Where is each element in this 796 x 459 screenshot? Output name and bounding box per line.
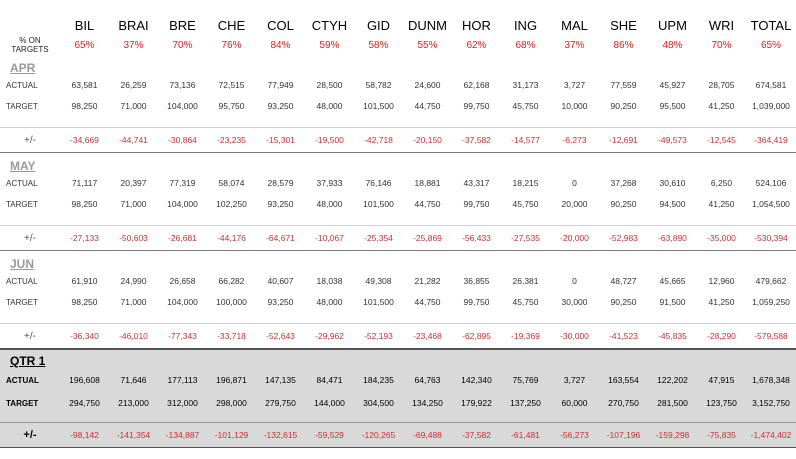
quarter-variance-bre: -134,887 bbox=[158, 423, 207, 448]
month-jun-variance-dunm: -23,468 bbox=[403, 324, 452, 350]
month-may-actual-total: 524,106 bbox=[755, 178, 787, 188]
month-jun-variance-col: -52,643 bbox=[256, 324, 305, 350]
month-may-variance-gid: -25,354 bbox=[354, 226, 403, 251]
month-may-actual-col: 28,579 bbox=[267, 178, 294, 188]
month-may-target-mal: 20,000 bbox=[561, 199, 588, 209]
month-jun-variance-upm: -45,835 bbox=[648, 324, 697, 350]
month-apr-actual-ctyh: 28,500 bbox=[316, 80, 343, 90]
target-label: TARGET bbox=[6, 297, 38, 307]
quarter-spacer bbox=[0, 414, 796, 423]
month-apr-spacer bbox=[0, 117, 796, 128]
month-may-target-brai: 71,000 bbox=[120, 199, 147, 209]
month-may-variance-ctyh: -10,067 bbox=[305, 226, 354, 251]
percent-dunm: 55% bbox=[417, 39, 438, 51]
variance-label: +/- bbox=[0, 423, 60, 448]
column-header-ing: ING bbox=[513, 18, 538, 33]
column-header-che: CHE bbox=[217, 18, 246, 33]
month-apr-target-total: 1,039,000 bbox=[752, 101, 790, 111]
quarter-target-bil: 294,750 bbox=[60, 392, 109, 414]
column-header-ctyh: CTYH bbox=[311, 18, 348, 33]
quarter-title: QTR 1 bbox=[0, 349, 796, 368]
month-jun-variance-bil: -36,340 bbox=[60, 324, 109, 350]
month-jun-variance-wri: -28,290 bbox=[697, 324, 746, 350]
month-may-actual-hor: 43,317 bbox=[463, 178, 490, 188]
month-may-target-hor: 99,750 bbox=[463, 199, 490, 209]
month-may-variance-bre: -26,681 bbox=[158, 226, 207, 251]
month-apr-variance-che: -23,235 bbox=[207, 128, 256, 153]
month-jun-actual-upm: 45,665 bbox=[659, 276, 686, 286]
month-may-variance-brai: -50,603 bbox=[109, 226, 158, 251]
quarter-target-che: 298,000 bbox=[207, 392, 256, 414]
month-may-variance-bil: -27,133 bbox=[60, 226, 109, 251]
variance-label: +/- bbox=[0, 128, 60, 153]
month-apr-title-row bbox=[0, 59, 796, 75]
month-may-variance-ing: -27,535 bbox=[501, 226, 550, 251]
quarter-variance-che: -101,129 bbox=[207, 423, 256, 448]
month-jun-actual-che: 66,282 bbox=[218, 276, 245, 286]
quarter-actual-mal: 3,727 bbox=[550, 368, 599, 392]
month-apr-variance-mal: -6,273 bbox=[550, 128, 599, 153]
quarter-variance-total: -1,474,402 bbox=[746, 423, 796, 448]
month-apr-actual-mal: 3,727 bbox=[563, 80, 586, 90]
column-header-she: SHE bbox=[610, 18, 637, 33]
month-may-target-she: 90,250 bbox=[610, 199, 637, 209]
month-may-variance-upm: -63,890 bbox=[648, 226, 697, 251]
month-jun-actual-ing: 26,381 bbox=[512, 276, 539, 286]
month-apr-actual-ing: 31,173 bbox=[512, 80, 539, 90]
month-apr-actual-row bbox=[0, 75, 796, 95]
spacer-cell bbox=[0, 215, 796, 226]
month-may-variance-che: -44,176 bbox=[207, 226, 256, 251]
month-apr-target-dunm: 44,750 bbox=[414, 101, 441, 111]
quarter-variance-she: -107,196 bbox=[599, 423, 648, 448]
month-jun-actual-bil: 61,910 bbox=[71, 276, 98, 286]
month-may-variance-mal: -20,000 bbox=[550, 226, 599, 251]
month-jun-target-upm: 91,500 bbox=[659, 297, 686, 307]
column-header-dunm: DUNM bbox=[408, 18, 447, 33]
target-label: TARGET bbox=[0, 392, 60, 414]
month-jun-actual-row bbox=[0, 271, 796, 291]
month-jun-target-mal: 30,000 bbox=[561, 297, 588, 307]
month-apr-variance-ctyh: -19,500 bbox=[305, 128, 354, 153]
quarter-actual-upm: 122,202 bbox=[648, 368, 697, 392]
month-may-actual-bre: 77,319 bbox=[169, 178, 196, 188]
month-may-target-bil: 98,250 bbox=[71, 199, 98, 209]
month-may-actual-ctyh: 37,933 bbox=[316, 178, 343, 188]
month-jun-target-ing: 45,750 bbox=[512, 297, 539, 307]
percent-brai: 37% bbox=[123, 39, 144, 51]
month-jun-target-wri: 41,250 bbox=[708, 297, 735, 307]
month-may-target-row bbox=[0, 193, 796, 215]
month-apr-actual-col: 77,949 bbox=[267, 80, 294, 90]
percent-on-target-label: % ON TARGETS bbox=[11, 36, 49, 54]
month-apr-actual-bre: 73,136 bbox=[169, 80, 196, 90]
month-jun-target-dunm: 44,750 bbox=[414, 297, 441, 307]
quarter-actual-bre: 177,113 bbox=[158, 368, 207, 392]
month-apr-variance-bre: -30,864 bbox=[158, 128, 207, 153]
month-may-variance-row bbox=[0, 226, 796, 251]
quarter-actual-gid: 184,235 bbox=[354, 368, 403, 392]
month-may-title: MAY bbox=[10, 159, 36, 173]
variance-label: +/- bbox=[0, 226, 60, 251]
month-may-actual-wri: 6,250 bbox=[710, 178, 733, 188]
quarter-actual-ctyh: 84,471 bbox=[305, 368, 354, 392]
quarter-variance-bil: -98,142 bbox=[60, 423, 109, 448]
month-jun-variance-total: -579,588 bbox=[746, 324, 796, 350]
target-label: TARGET bbox=[6, 101, 38, 111]
month-may-target-gid: 101,500 bbox=[363, 199, 394, 209]
month-jun-target-brai: 71,000 bbox=[120, 297, 147, 307]
month-apr-actual-brai: 26,259 bbox=[120, 80, 147, 90]
month-may-target-upm: 94,500 bbox=[659, 199, 686, 209]
month-jun-target-she: 90,250 bbox=[610, 297, 637, 307]
quarter-target-row bbox=[0, 392, 796, 414]
month-jun-actual-hor: 36,855 bbox=[463, 276, 490, 286]
column-header-upm: UPM bbox=[658, 18, 687, 33]
month-jun-actual-wri: 12,960 bbox=[708, 276, 735, 286]
month-apr-target-mal: 10,000 bbox=[561, 101, 588, 111]
month-jun-variance-brai: -46,010 bbox=[109, 324, 158, 350]
actual-label: ACTUAL bbox=[6, 178, 38, 188]
month-apr-variance-she: -12,691 bbox=[599, 128, 648, 153]
month-jun-actual-brai: 24,990 bbox=[120, 276, 147, 286]
month-may-target-total: 1,054,500 bbox=[752, 199, 790, 209]
month-apr-target-che: 95,750 bbox=[218, 101, 245, 111]
percent-gid: 58% bbox=[368, 39, 389, 51]
actual-label: ACTUAL bbox=[0, 368, 60, 392]
month-apr-target-col: 93,250 bbox=[267, 101, 294, 111]
month-apr-actual-bil: 63,581 bbox=[71, 80, 98, 90]
percent-ctyh: 59% bbox=[319, 39, 340, 51]
percent-bre: 70% bbox=[172, 39, 193, 51]
month-jun-actual-total: 479,662 bbox=[755, 276, 787, 286]
month-jun-target-ctyh: 48,000 bbox=[316, 297, 343, 307]
quarter-actual-col: 147,135 bbox=[256, 368, 305, 392]
month-jun-variance-row bbox=[0, 324, 796, 350]
quarter-variance-mal: -56,273 bbox=[550, 423, 599, 448]
month-apr-actual-total: 674,581 bbox=[755, 80, 787, 90]
month-apr-variance-dunm: -20,150 bbox=[403, 128, 452, 153]
quarter-actual-wri: 47,915 bbox=[697, 368, 746, 392]
month-jun-actual-gid: 49,308 bbox=[365, 276, 392, 286]
month-apr-actual-upm: 45,927 bbox=[659, 80, 686, 90]
month-jun-target-che: 100,000 bbox=[216, 297, 247, 307]
quarter-target-total: 3,152,750 bbox=[746, 392, 796, 414]
column-header-mal: MAL bbox=[561, 18, 588, 33]
quarter-target-bre: 312,000 bbox=[158, 392, 207, 414]
month-may-target-ing: 45,750 bbox=[512, 199, 539, 209]
quarter-target-upm: 281,500 bbox=[648, 392, 697, 414]
percent-wri: 70% bbox=[711, 39, 732, 51]
percent-she: 86% bbox=[613, 39, 634, 51]
quarter-target-ctyh: 144,000 bbox=[305, 392, 354, 414]
quarter-target-col: 279,750 bbox=[256, 392, 305, 414]
month-apr-target-bre: 104,000 bbox=[167, 101, 198, 111]
month-jun-title-row bbox=[0, 255, 796, 271]
month-apr-variance-hor: -37,582 bbox=[452, 128, 501, 153]
month-apr-actual-wri: 28,705 bbox=[708, 80, 735, 90]
month-may-actual-gid: 76,146 bbox=[365, 178, 392, 188]
month-apr-target-she: 90,250 bbox=[610, 101, 637, 111]
month-may-actual-she: 37,268 bbox=[610, 178, 637, 188]
month-jun-variance-bre: -77,343 bbox=[158, 324, 207, 350]
column-header-col: COL bbox=[267, 18, 294, 33]
variance-label: +/- bbox=[0, 324, 60, 350]
percent-upm: 48% bbox=[662, 39, 683, 51]
month-may-target-col: 93,250 bbox=[267, 199, 294, 209]
quarter-target-gid: 304,500 bbox=[354, 392, 403, 414]
month-apr-actual-che: 72,515 bbox=[218, 80, 245, 90]
percent-ing: 68% bbox=[515, 39, 536, 51]
month-jun-variance-mal: -30,000 bbox=[550, 324, 599, 350]
column-header-total: TOTAL bbox=[750, 18, 792, 33]
quarter-target-mal: 60,000 bbox=[550, 392, 599, 414]
column-header-bre: BRE bbox=[169, 18, 196, 33]
quarter-actual-hor: 142,340 bbox=[452, 368, 501, 392]
month-may-actual-upm: 30,610 bbox=[659, 178, 686, 188]
month-apr-variance-brai: -44,741 bbox=[109, 128, 158, 153]
month-apr-target-row bbox=[0, 95, 796, 117]
column-header-hor: HOR bbox=[462, 18, 491, 33]
month-apr-variance-gid: -42,718 bbox=[354, 128, 403, 153]
month-jun-target-bre: 104,000 bbox=[167, 297, 198, 307]
month-jun-spacer bbox=[0, 313, 796, 324]
month-jun-variance-she: -41,523 bbox=[599, 324, 648, 350]
percent-hor: 62% bbox=[466, 39, 487, 51]
percent-che: 76% bbox=[221, 39, 242, 51]
month-jun-title: JUN bbox=[10, 257, 35, 271]
quarter-variance-brai: -141,354 bbox=[109, 423, 158, 448]
month-apr-variance-upm: -49,573 bbox=[648, 128, 697, 153]
column-header-brai: BRAI bbox=[118, 18, 149, 33]
month-may-variance-total: -530,394 bbox=[746, 226, 796, 251]
month-may-title-row bbox=[0, 157, 796, 173]
quarter-variance-dunm: -69,488 bbox=[403, 423, 452, 448]
month-jun-target-gid: 101,500 bbox=[363, 297, 394, 307]
month-may-target-bre: 104,000 bbox=[167, 199, 198, 209]
month-may-actual-che: 58,074 bbox=[218, 178, 245, 188]
month-jun-actual-bre: 26,658 bbox=[169, 276, 196, 286]
month-jun-target-bil: 98,250 bbox=[71, 297, 98, 307]
quarter-target-wri: 123,750 bbox=[697, 392, 746, 414]
month-may-variance-dunm: -25,869 bbox=[403, 226, 452, 251]
month-apr-target-upm: 95,500 bbox=[659, 101, 686, 111]
month-apr-actual-she: 77,559 bbox=[610, 80, 637, 90]
month-apr-target-ing: 45,750 bbox=[512, 101, 539, 111]
month-may-actual-bil: 71,117 bbox=[71, 178, 98, 188]
quarter-actual-she: 163,554 bbox=[599, 368, 648, 392]
month-jun-target-total: 1,059,250 bbox=[752, 297, 790, 307]
month-apr-variance-col: -15,301 bbox=[256, 128, 305, 153]
quarter-variance-ing: -61,481 bbox=[501, 423, 550, 448]
month-apr-actual-dunm: 24,600 bbox=[414, 80, 441, 90]
month-may-actual-brai: 20,397 bbox=[120, 178, 147, 188]
month-jun-variance-ctyh: -29,962 bbox=[305, 324, 354, 350]
month-jun-actual-dunm: 21,282 bbox=[414, 276, 441, 286]
month-may-target-dunm: 44,750 bbox=[414, 199, 441, 209]
percent-bil: 65% bbox=[74, 39, 95, 51]
quarter-actual-row bbox=[0, 368, 796, 392]
quarter-variance-hor: -37,582 bbox=[452, 423, 501, 448]
quarter-variance-ctyh: -59,529 bbox=[305, 423, 354, 448]
month-jun-variance-che: -33,718 bbox=[207, 324, 256, 350]
month-jun-variance-gid: -52,193 bbox=[354, 324, 403, 350]
month-apr-variance-total: -364,419 bbox=[746, 128, 796, 153]
column-header-row bbox=[0, 0, 796, 35]
month-apr-target-bil: 98,250 bbox=[71, 101, 98, 111]
percent-mal: 37% bbox=[564, 39, 585, 51]
month-jun-actual-col: 40,607 bbox=[267, 276, 294, 286]
quarter-actual-bil: 196,608 bbox=[60, 368, 109, 392]
month-apr-target-wri: 41,250 bbox=[708, 101, 735, 111]
month-apr-actual-gid: 58,782 bbox=[365, 80, 392, 90]
month-jun-target-hor: 99,750 bbox=[463, 297, 490, 307]
month-jun-target-row bbox=[0, 291, 796, 313]
month-may-target-wri: 41,250 bbox=[708, 199, 735, 209]
target-label: TARGET bbox=[6, 199, 38, 209]
month-may-variance-she: -52,983 bbox=[599, 226, 648, 251]
month-may-actual-mal: 0 bbox=[572, 178, 577, 188]
spacer-cell bbox=[0, 117, 796, 128]
quarter-variance-col: -132,615 bbox=[256, 423, 305, 448]
month-jun-variance-ing: -19,369 bbox=[501, 324, 550, 350]
month-apr-target-brai: 71,000 bbox=[120, 101, 147, 111]
month-jun-actual-she: 48,727 bbox=[610, 276, 637, 286]
month-apr-target-ctyh: 48,000 bbox=[316, 101, 343, 111]
spacer-cell bbox=[0, 414, 796, 423]
quarter-actual-brai: 71,646 bbox=[109, 368, 158, 392]
month-may-spacer bbox=[0, 215, 796, 226]
month-jun-actual-ctyh: 18,038 bbox=[316, 276, 343, 286]
quarter-variance-row bbox=[0, 423, 796, 448]
quarter-target-ing: 137,250 bbox=[501, 392, 550, 414]
month-apr-actual-hor: 62,168 bbox=[463, 80, 490, 90]
quarter-target-she: 270,750 bbox=[599, 392, 648, 414]
month-may-actual-ing: 18,215 bbox=[512, 178, 539, 188]
actual-label: ACTUAL bbox=[6, 80, 38, 90]
month-may-target-ctyh: 48,000 bbox=[316, 199, 343, 209]
month-jun-actual-mal: 0 bbox=[572, 276, 577, 286]
month-apr-title: APR bbox=[10, 61, 36, 75]
month-jun-target-col: 93,250 bbox=[267, 297, 294, 307]
month-apr-target-gid: 101,500 bbox=[363, 101, 394, 111]
month-apr-variance-ing: -14,577 bbox=[501, 128, 550, 153]
month-apr-variance-wri: -12,545 bbox=[697, 128, 746, 153]
quarter-target-dunm: 134,250 bbox=[403, 392, 452, 414]
corner-cell bbox=[0, 0, 60, 35]
percent-total: 65% bbox=[760, 39, 781, 51]
month-may-actual-row bbox=[0, 173, 796, 193]
quarter-variance-upm: -159,298 bbox=[648, 423, 697, 448]
quarter-variance-wri: -75,835 bbox=[697, 423, 746, 448]
month-may-variance-wri: -35,000 bbox=[697, 226, 746, 251]
quarter-target-brai: 213,000 bbox=[109, 392, 158, 414]
column-header-wri: WRI bbox=[708, 18, 735, 33]
month-apr-variance-row bbox=[0, 128, 796, 153]
actual-label: ACTUAL bbox=[6, 276, 38, 286]
month-apr-target-hor: 99,750 bbox=[463, 101, 490, 111]
month-jun-variance-hor: -62,895 bbox=[452, 324, 501, 350]
quarter-actual-dunm: 64,763 bbox=[403, 368, 452, 392]
month-apr-variance-bil: -34,669 bbox=[60, 128, 109, 153]
quarter-actual-ing: 75,769 bbox=[501, 368, 550, 392]
month-may-target-che: 102,250 bbox=[216, 199, 247, 209]
month-may-variance-col: -64,671 bbox=[256, 226, 305, 251]
percent-col: 84% bbox=[270, 39, 291, 51]
quarter-variance-gid: -120,265 bbox=[354, 423, 403, 448]
quarter-actual-che: 196,871 bbox=[207, 368, 256, 392]
month-may-actual-dunm: 18,881 bbox=[414, 178, 441, 188]
percent-on-target-row bbox=[0, 35, 796, 55]
column-header-bil: BIL bbox=[74, 18, 95, 33]
quarter-title-row bbox=[0, 349, 796, 368]
quarter-actual-total: 1,678,348 bbox=[746, 368, 796, 392]
month-may-variance-hor: -56,433 bbox=[452, 226, 501, 251]
quarter-target-hor: 179,922 bbox=[452, 392, 501, 414]
column-header-gid: GID bbox=[366, 18, 391, 33]
spacer-cell bbox=[0, 313, 796, 324]
